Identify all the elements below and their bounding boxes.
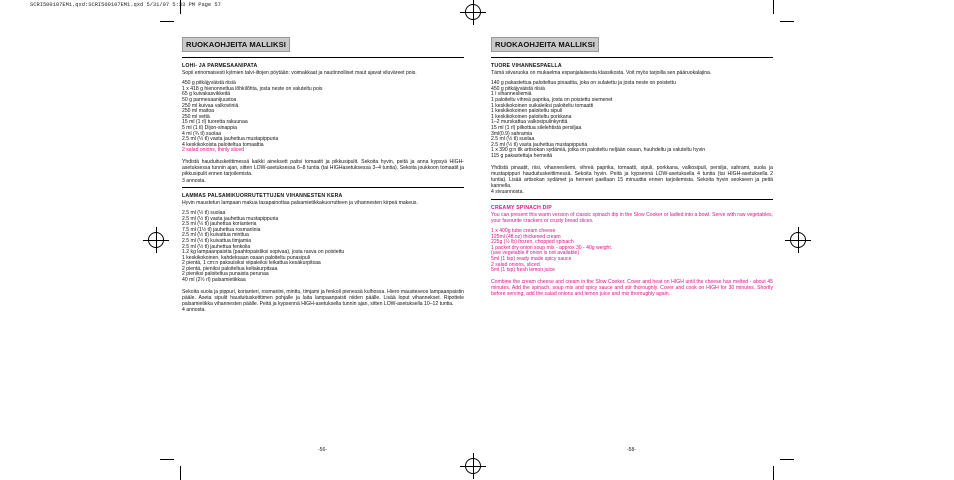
- section-header: RUOKAOHJEITA MALLIKSI: [182, 37, 290, 52]
- ingredient: 1.2 kg lampaanpaistia (paahtopaistiksi sopivaa), josta rasva on poistettu: [182, 249, 345, 256]
- ingredient: 225g (½ lb) frozen, chopped spinach: [491, 239, 574, 246]
- registration-mark-right: [790, 232, 806, 248]
- ingredient: 5ml (1 tsp) fresh lemon juice: [491, 267, 555, 274]
- recipe-serves: 4 annosta.: [182, 307, 206, 314]
- recipe-intro: You can present this warm version of classic spinach dip in the Slow Cooker or ladled into a bowl. Serve with raw vegetables, your favourite crackers or crusty bread slices.: [491, 211, 773, 224]
- crop-mark: [180, 0, 181, 14]
- divider: [491, 199, 773, 200]
- recipe-method: Combine the cream cheese and cream in the Slow Cooker. Cover and heat on HIGH until the cheese has melted - about 45 minutes. Add the spinach, soup mix and spicy sauce and stir thoroughly. Cover and cook on HIGH for 30 minutes. Shortly before serving, add the salad onions and lemon juice and mix thoroughly again.: [491, 278, 773, 298]
- ingredient: 1 keskikokoinen suikaleiksi paloiteltu tomaatti: [491, 102, 594, 109]
- ingredient: 2.5 ml (½ tl) kuivattua minttua: [182, 232, 249, 239]
- ingredient: 5 ml (1 tl) Dijon-sinappia: [182, 124, 237, 131]
- recipe-serves: 3 annosta.: [182, 177, 206, 184]
- recipe-method: Yhdistä pinaatit, riisi, vihannesliemi, vihreä paprika, tomaatti, sipuli, porkkana, valkosipuli, persilja, sahrami, suola ja mustapippuri hauduituskeittimessä. Sekoita hyvin. Peitä ja kypsennä LOW-asetuksella 4 tuntia (tai HIGH-asetuksella 2 tuntia). Lisää artisokan sydämet ja herneet paellaan 15 minuuttia ennen tarjoilemista. Sekoita hyvin seokseen ja peitä kannella.: [491, 164, 773, 190]
- ingredient-list: [491, 81, 773, 159]
- right-page: [491, 34, 773, 302]
- ingredient: 250 ml vettä: [182, 113, 210, 120]
- recipe-title: CREAMY SPINACH DIP: [491, 204, 552, 211]
- ingredient: 125ml (4fl.oz) thickened cream: [491, 233, 561, 240]
- crop-mark: [180, 466, 181, 480]
- registration-mark-left: [148, 232, 164, 248]
- ingredient: 250 ml kuivaa valkoviiniä: [182, 102, 239, 109]
- ingredient: 2.5 ml (½ tl) jauhettua korianteria: [182, 221, 257, 228]
- print-slug: SCRI500107EM1.qxd:SCRI500107EM1.qxd 5/31/07 5:33 PM Page 57: [30, 2, 221, 8]
- ingredient: 1 keskikokoinen paloiteltu porkkana: [491, 113, 572, 120]
- ingredient: 4 keskikokoista paloiteltua tomaattia: [182, 141, 264, 148]
- ingredient: 2 pieniksi paloiteltua punaista perunaa: [182, 271, 269, 278]
- ingredient: 65 g kuivakasvikkeitä: [182, 91, 231, 98]
- page-number-left: -56-: [318, 447, 327, 453]
- ingredient: 1 x 390 g:n tlk artisokan sydämiä, jotka on paloiteltu neljään osaan, huuhdeltu ja valuteltu hyvin: [491, 147, 706, 154]
- ingredient: 140 g pakastettua paloiteltua pinaattia, joka on sulatettu ja josta neste on poistettu: [491, 80, 676, 87]
- crop-mark: [160, 21, 174, 22]
- recipe-title: TUORE VIHANNESPAELLA: [491, 63, 562, 69]
- recipe-vegetable-paella: [491, 63, 773, 196]
- ingredient-list: [182, 211, 464, 284]
- ingredient: 2.5 ml (½ tl) vasta jauhettua mustapippuria: [491, 141, 588, 148]
- ingredient-list: [491, 229, 773, 274]
- ingredient: 1 keskikokoinen, kahdeksaan osaan paloiteltu punasipuli: [182, 254, 310, 261]
- ingredient: 2.5 ml (½ tl) vasta jauhettua mustapippuria: [182, 215, 279, 222]
- ingredient: 2.5 ml (½ tl) suolaa: [182, 209, 226, 216]
- crop-mark: [160, 459, 174, 460]
- ingredient-highlighted: 2 salad onions, thinly sliced: [182, 147, 245, 154]
- ingredient: 2.5 ml (½ tl) vasta jauhettua mustapippuria: [182, 136, 279, 143]
- ingredient: 2 pientä, 1 cm:n paksuisiksi viipaleiksi leikattua kesäkurpitsaa: [182, 260, 321, 267]
- ingredient: 115 g pakastettuja herneitä: [491, 152, 553, 159]
- ingredient: 15 ml (1 rl) pilkottua silelehtistä persiljaa: [491, 124, 582, 131]
- crop-mark: [780, 21, 794, 22]
- ingredient: 2.5 ml (½ tl) suolaa: [491, 136, 535, 143]
- ingredient: 250 ml maitoa: [182, 108, 214, 115]
- ingredient: 5ml (1 tsp) ready made spicy sauce: [491, 255, 572, 262]
- recipe-title: LAMMAS PALSAMIKUORRUTETTUJEN VIHANNESTEN KERA: [182, 192, 343, 199]
- ingredient: 4 ml (¾ tl) suolaa: [182, 130, 222, 137]
- ingredient: 7.5 ml (1½ tl) jauhettua rosmariinia: [182, 226, 261, 233]
- ingredient: 1 x 418 g hienonnettua lõhkilõhta, josta neste on valuteltu pois: [182, 85, 323, 92]
- left-page: [182, 34, 464, 318]
- divider: [182, 57, 464, 58]
- ingredient: 450 g pitkäjyväistä riisiä: [182, 80, 236, 87]
- section-header: RUOKAOHJEITA MALLIKSI: [491, 37, 599, 52]
- recipe-intro: Hyvin maustetun lampaan makua tasapainottaa palsamietikkakuorrutteen ja vihannesten kirpeä makeus.: [182, 199, 418, 206]
- divider: [491, 57, 773, 58]
- crop-mark: [773, 0, 774, 14]
- recipe-title: LOHI- JA PARMESAANIPATA: [182, 63, 258, 69]
- ingredient: 50 g parmesaanijuustoa: [182, 96, 237, 103]
- ingredient: 1 packet dry onion soup mix - approx 30 - 40g weight.: [491, 244, 613, 251]
- recipe-serves: 4 sivuannosta.: [491, 189, 524, 196]
- ingredient: 1–2 murskattua valkosipulinkynttä: [491, 119, 568, 126]
- recipe-method: Yhdistä hauduituskeittimessä kaikki aineksett paitsi tomaatit ja pikkusipulit. Sekoita hyvin, peitä ja anna kypsyä HIGH-asetuksessa tunnin ajan, sitten LOW-asetuksessa 6–8 tuntia (tai HIGHasetuksessa 3–4 tuntia). Sekoita joukkoon tomaatit ja pikkusipulit ennen tarjoilemista.: [182, 158, 464, 178]
- ingredient: 2 salad onions, sliced: [491, 261, 540, 268]
- recipe-intro: Tämä siivaruoka on mukaelma espanjalaisesta klassikosta. Voit myös tarjoilla sen pääruokalajina.: [491, 70, 712, 76]
- registration-mark-top: [465, 4, 481, 20]
- recipe-intro: Sopii erinomaisesti kylmien talvi-iltojen pöytään: voimakkaat ja nautinnolliset maut ajavat viluväreet pois.: [182, 70, 417, 76]
- ingredient: 15 ml (1 rl) tuoretta rakuunaa: [182, 119, 248, 126]
- recipe-creamy-spinach-dip: [491, 205, 773, 298]
- ingredient: 2.5 ml (½ tl) kuivattua timjamia: [182, 237, 252, 244]
- divider: [182, 187, 464, 188]
- ingredient: 40 ml (2½ rl) palsamietikkaa: [182, 277, 246, 284]
- crop-mark: [773, 466, 774, 480]
- ingredient: 1 x 400g tube cream cheese: [491, 227, 556, 234]
- ingredient: 2.5 ml (½ tl) jauhettua fenkolia: [182, 243, 251, 250]
- ingredient-list: [182, 81, 464, 154]
- crop-mark: [780, 459, 794, 460]
- page-number-right: -58-: [627, 447, 636, 453]
- ingredient: (use vegetable if onion is not available): [491, 250, 580, 257]
- recipe-salmon-parmesan: [182, 63, 464, 184]
- recipe-lamb-balsamic: [182, 193, 464, 314]
- recipe-method: Sekoita suola ja pippuri, korianteri, rosmariini, minttu, timjami ja fenkoli pienessä kulhossa. Hiero mausteseos lampaanpaistin pääle. Aseta sipulit hauduituskeittimen pohjalle ja laita lampaanpaisti niiden päälle. Lisää loput vihannekset. Ripottele palsamietikka vihannesten päälle. Peitä ja kypsennä HIGH-asetuksella tunnin ajan, sitten LOW-asetuksella 10–12 tuntia.: [182, 288, 464, 308]
- ingredient: 1 l vihannesliemiä: [491, 91, 532, 98]
- ingredient: 1 keskikokoinen paloiteltu sipuli: [491, 108, 563, 115]
- ingredient: 2 pientä, pieniksi paloiteltua keltakurpitsaa: [182, 265, 278, 272]
- ingredient: 1 paloiteltu vihreä paprika, josta on poistettu siemenet: [491, 96, 613, 103]
- registration-mark-bottom: [465, 458, 481, 474]
- ingredient: 450 g pitkäjyväistä riisiä: [491, 85, 545, 92]
- ingredient: 3ml(0.9) sahramia: [491, 130, 533, 137]
